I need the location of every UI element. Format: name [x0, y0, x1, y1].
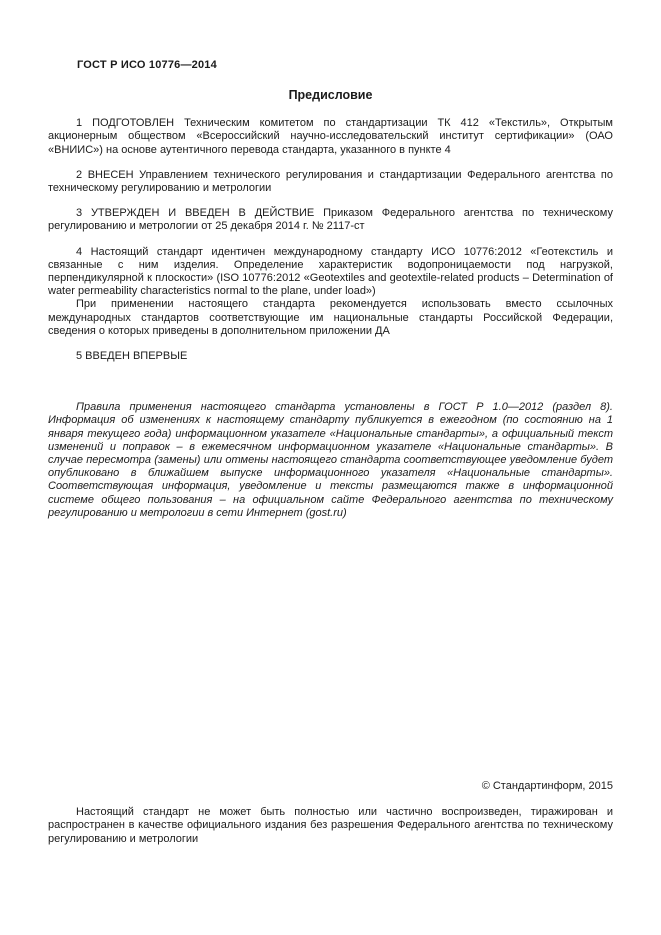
clause-first-edition: 5 ВВЕДЕН ВПЕРВЫЕ: [76, 350, 188, 363]
clause-approved: 3 УТВЕРЖДЕН И ВВЕДЕН В ДЕЙСТВИЕ Приказом Федерального агентства по техническому регулированию и метрологии от 25 декабря 2014 г. № 2117-ст: [48, 207, 613, 233]
foreword-title: Предисловие: [288, 88, 373, 103]
clause-identity: 4 Настоящий стандарт идентичен международному стандарту ИСО 10776:2012 «Геотекстиль и связанные с ним изделия. Определение характеристик водопроницаемости под нагрузкой, перпендикулярной к плоскости» (ISO 10776:2012 «Geotextiles and geotextile-related products – Determination of water permeability characteristics normal to the plane, under load»): [48, 245, 613, 298]
copyright-notice: © Стандартинформ, 2015: [481, 780, 613, 793]
clause-prepared: 1 ПОДГОТОВЛЕН Техническим комитетом по стандартизации ТК 412 «Текстиль», Открытым акционерным обществом «Всероссийский научно-исследовательский институт сертификации» (ОАО «ВНИИС») на основе аутентичного перевода стандарта, указанного в пункте 4: [48, 117, 613, 156]
clause-submitted: 2 ВНЕСЕН Управлением технического регулирования и стандартизации Федерального агентства по техническому регулированию и метрологии: [48, 168, 613, 195]
clause-identity-group: [48, 246, 613, 338]
application-rules-note: Правила применения настоящего стандарта установлены в ГОСТ Р 1.0—2012 (раздел 8). Информация об изменениях к настоящему стандарту публикуется в ежегодном (по состоянию на 1 января текущего года) информационном указателе «Национальные стандарты», а официальный текст изменений и поправок – в ежемесячном информационном указателе «Национальные стандарты». В случае пересмотра (замены) или отмены настоящего стандарта соответствующее уведомление будет опубликовано в ближайшем выпуске информационного указателя «Национальные стандарты». Соответствующая информация, уведомление и тексты размещаются также в информационной системе общего пользования – на официальном сайте Федерального агентства по техническому регулированию и метрологии в сети Интернет (gost.ru): [48, 401, 613, 519]
clause-identity-application: При применении настоящего стандарта рекомендуется использовать вместо ссылочных международных стандартов соответствующие им национальные стандарты Российской Федерации, сведения о которых приведены в дополнительном приложении ДА: [48, 298, 613, 337]
reproduction-notice: Настоящий стандарт не может быть полностью или частично воспроизведен, тиражирован и распространен в качестве официального издания без разрешения Федерального агентства по техническому регулированию и метрологии: [48, 806, 613, 845]
standard-code: ГОСТ Р ИСО 10776—2014: [77, 59, 217, 71]
clauses-section: [48, 117, 613, 363]
